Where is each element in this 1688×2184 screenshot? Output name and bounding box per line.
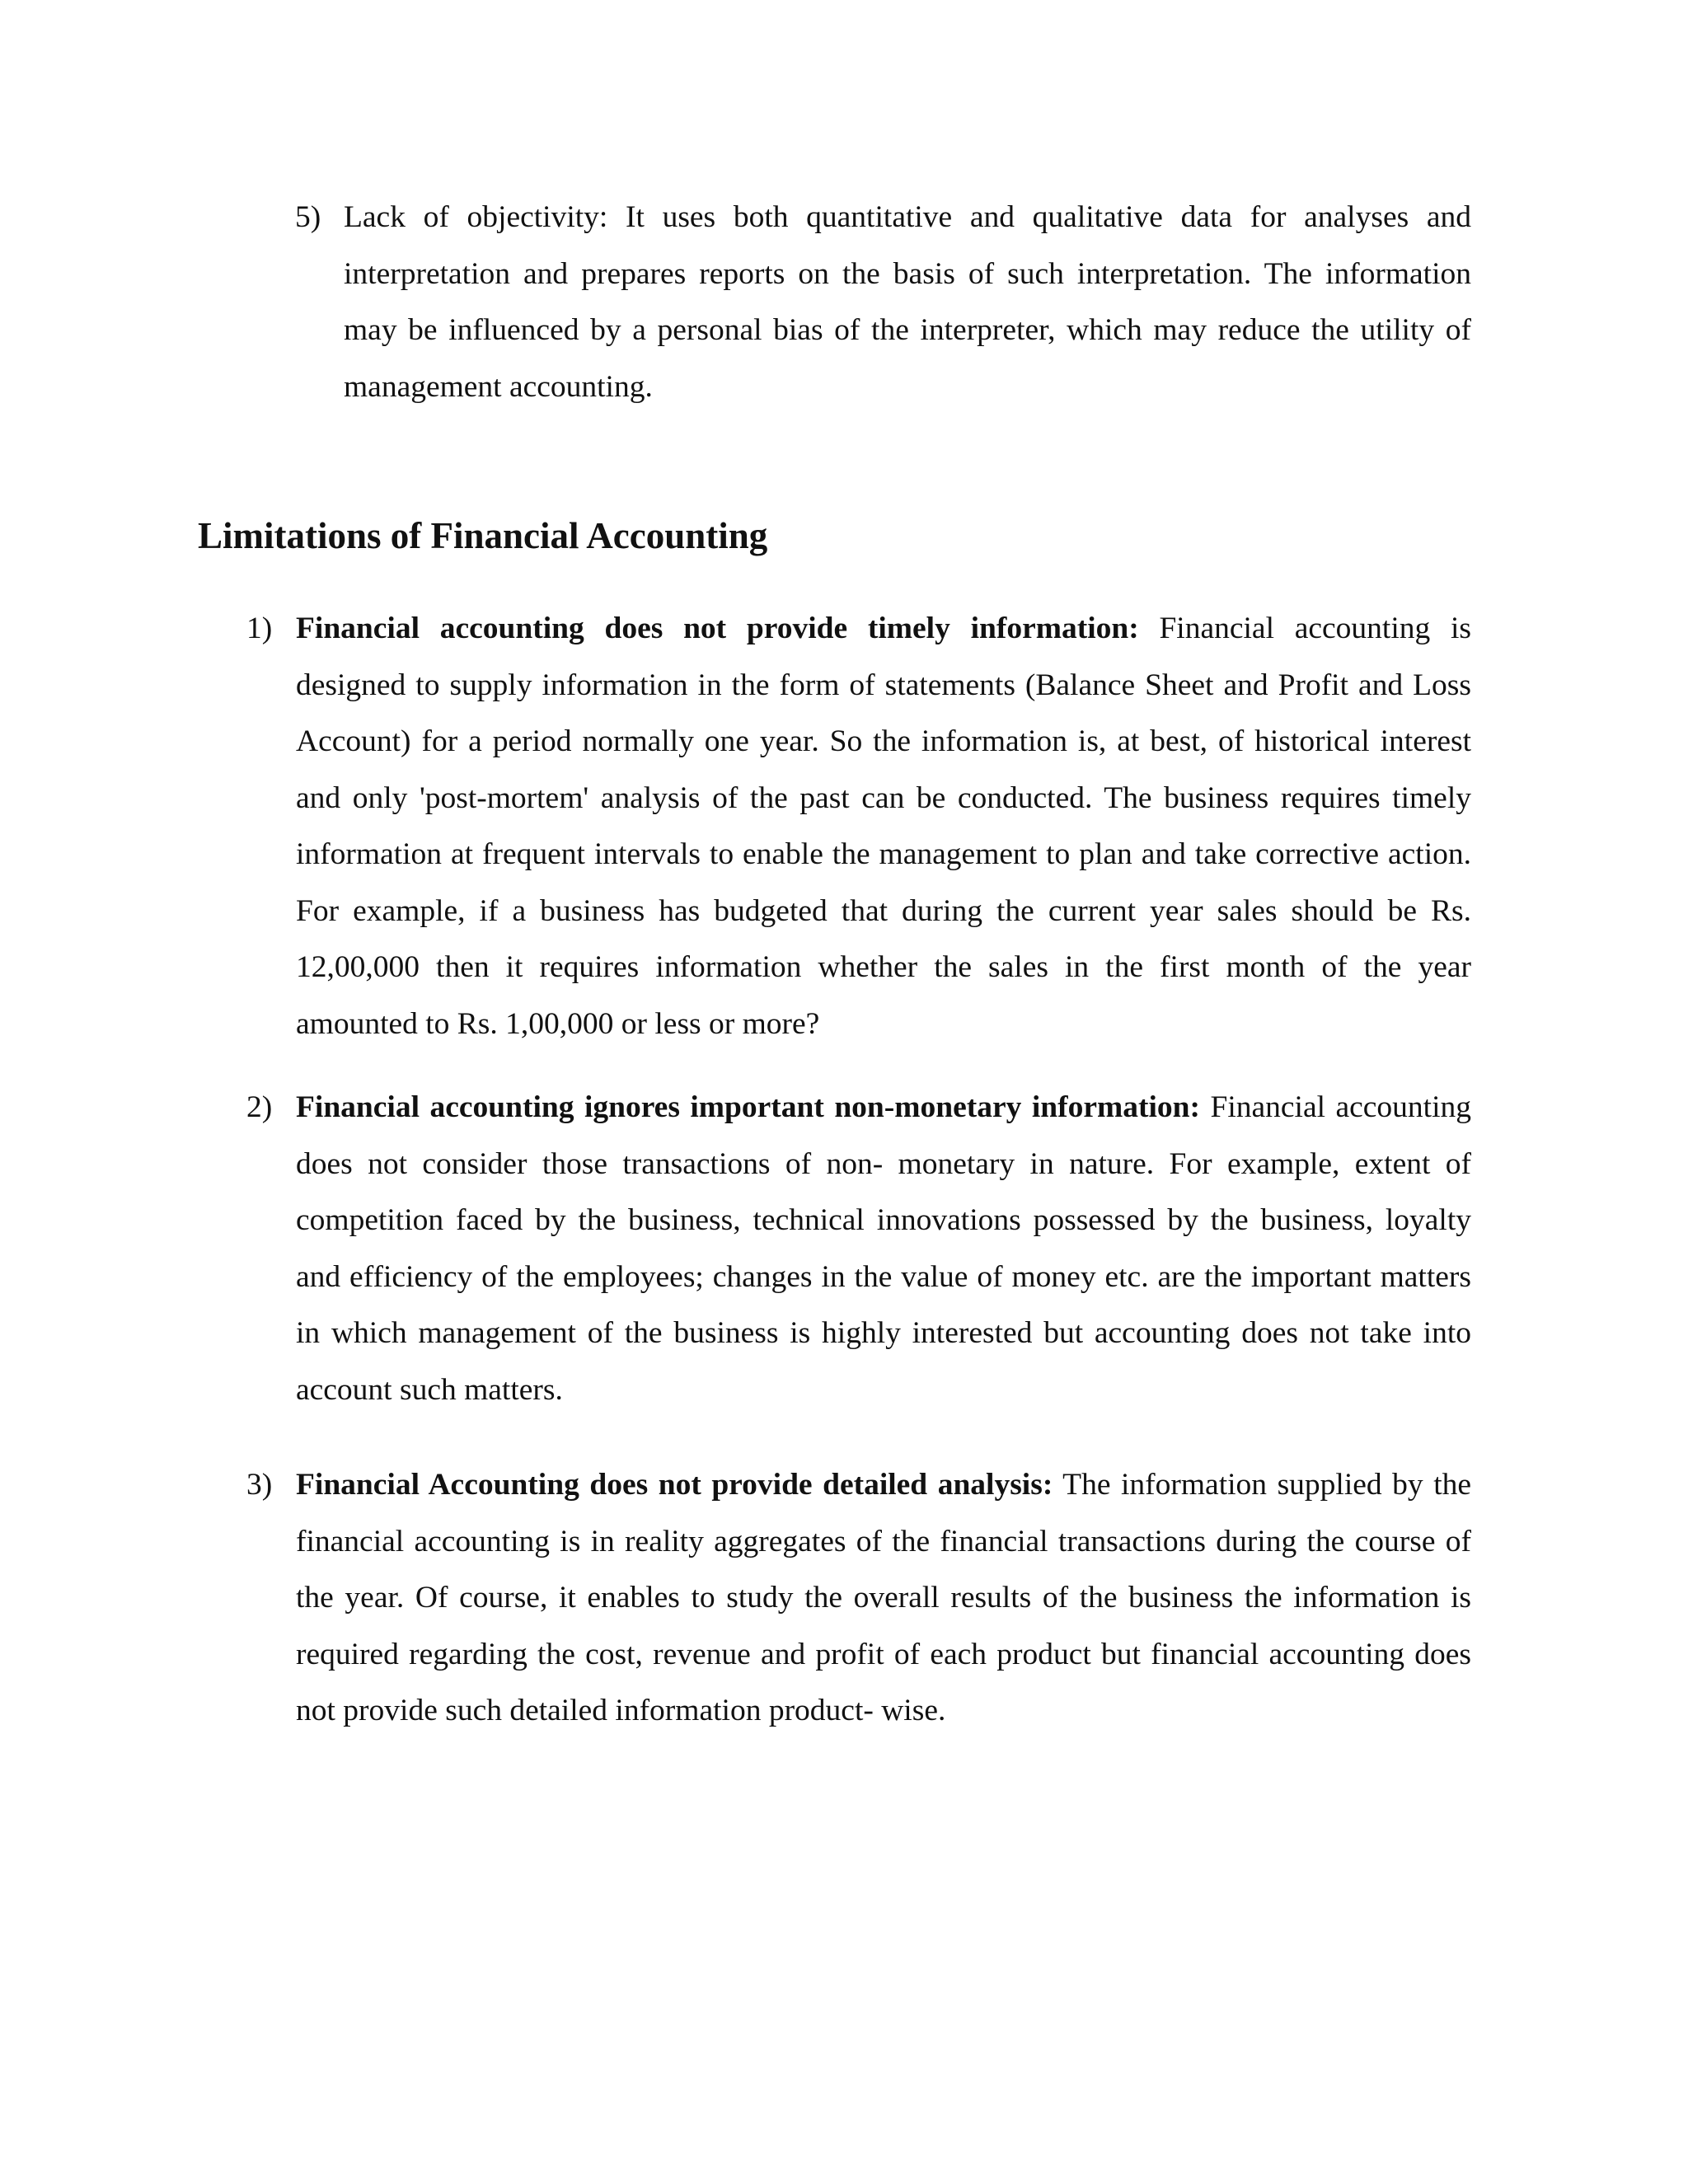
item-number: 2) bbox=[246, 1090, 273, 1124]
item-body bbox=[296, 1457, 1471, 1740]
list-item-detailed-analysis bbox=[246, 1457, 1471, 1740]
item-text: Financial accounting is designed to supply information in the form of statements (Balance Sheet and Profit and Loss Account) for a period normally one year. So the information is, at best, of historical interest and only 'post-mortem' analysis of the past can be conducted. The business requires timely information at frequent intervals to enable the management to plan and take corrective action. For example, if a business has budgeted that during the current year sales should be Rs. 12,00,000 then it requires information whether the sales in the first month of the year amounted to Rs. 1,00,000 or less or more? bbox=[296, 612, 1471, 1041]
section-heading: Limitations of Financial Accounting bbox=[198, 515, 768, 556]
item-lead: Financial accounting does not provide timely information: bbox=[296, 612, 1139, 645]
item-number: 1) bbox=[246, 612, 273, 645]
list-item-timely-information bbox=[246, 601, 1471, 1052]
item-text: Financial accounting does not consider those transactions of non- monetary in nature. For example, extent of competition faced by the business, technical innovations possessed by the business, loyalty and efficiency of the employees; changes in the value of money etc. are the important matters in which management of the business is highly interested but accounting does not take into account such matters. bbox=[296, 1090, 1471, 1407]
item-number: 5) bbox=[295, 200, 321, 234]
item-body bbox=[296, 601, 1471, 1052]
list-item-non-monetary-information bbox=[246, 1080, 1471, 1418]
item-text: The information supplied by the financial accounting is in reality aggregates of the financial transactions during the course of the year. Of course, it enables to study the overall results of the business the information is required regarding the cost, revenue and profit of each product but financial accounting does not provide such detailed information product- wise. bbox=[296, 1468, 1472, 1727]
item-body bbox=[296, 1080, 1471, 1418]
item-lead: Financial accounting ignores important non-monetary information: bbox=[296, 1090, 1200, 1124]
item-text: Lack of objectivity: It uses both quantitative and qualitative data for analyses and interpretation and prepares reports on the basis of such interpretation. The information may be influenced by a personal bias of the interpreter, which may reduce the utility of management accounting. bbox=[344, 200, 1471, 404]
item-lead: Financial Accounting does not provide detailed analysis: bbox=[296, 1468, 1053, 1502]
list-item-lack-of-objectivity bbox=[295, 190, 1471, 415]
item-number: 3) bbox=[246, 1468, 273, 1502]
